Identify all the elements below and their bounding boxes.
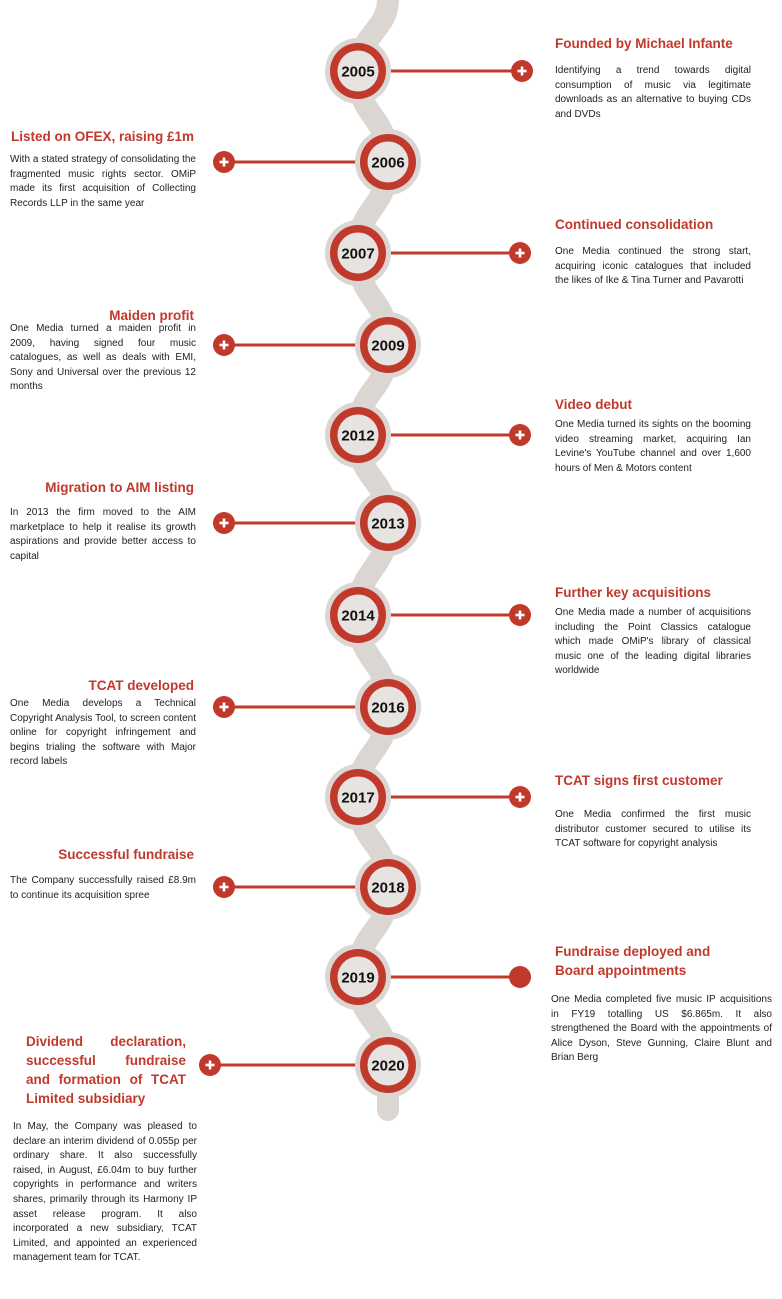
year-label: 2005: [341, 63, 375, 81]
year-badge: [355, 312, 421, 378]
year-label: 2020: [371, 1057, 405, 1075]
year-label: 2006: [371, 154, 405, 172]
event-title: Dividend declaration, successful fundraise and formation of TCAT Limited subsidiary: [26, 1034, 186, 1106]
year-label: 2018: [371, 879, 405, 897]
plus-icon: [509, 424, 531, 446]
event-description: One Media develops a Technical Copyright Analysis Tool, to screen content online for copyright infringement and begins trialing the software with Major record labels: [10, 698, 196, 768]
event-description: One Media continued the strong start, acquiring iconic catalogues that included the likes of Ike & Tina Turner and Pavarotti: [555, 246, 751, 287]
year-badge: [355, 674, 421, 740]
event-title: Founded by Michael Infante: [555, 36, 733, 51]
event-title: Continued consolidation: [555, 217, 714, 232]
year-label: 2016: [371, 699, 405, 717]
plus-icon: [213, 151, 235, 173]
plus-icon: [199, 1054, 221, 1076]
event-description: Identifying a trend towards digital consumption of music via legitimate downloads as an alternative to buying CDs and DVDs: [555, 65, 751, 120]
plus-icon: [213, 334, 235, 356]
event-title: Migration to AIM listing: [45, 480, 194, 495]
year-label: 2012: [341, 427, 375, 445]
year-label: 2014: [341, 607, 375, 625]
plus-icon: [509, 242, 531, 264]
year-label: 2013: [371, 515, 405, 533]
plus-icon: [511, 60, 533, 82]
event-description: One Media turned its sights on the booming video streaming market, acquiring Ian Levine's YouTube channel and over 1,600 hours of Men & Motors content: [555, 419, 751, 474]
year-badge: [325, 582, 391, 648]
plus-icon: [509, 786, 531, 808]
year-badge: [325, 38, 391, 104]
event-title: Listed on OFEX, raising £1m: [10, 129, 194, 144]
year-badge: [325, 764, 391, 830]
year-badge: [355, 1032, 421, 1098]
event-description: The Company successfully raised £8.9m to continue its acquisition spree: [10, 875, 196, 901]
plus-icon: [509, 604, 531, 626]
event-title: Successful fundraise: [58, 847, 194, 862]
year-badge: [355, 490, 421, 556]
year-label: 2019: [341, 969, 375, 987]
year-label: 2009: [371, 337, 405, 355]
event-title: TCAT signs first customer: [555, 773, 723, 788]
event-description: In 2013 the firm moved to the AIM marketplace to help it realise its growth aspirations and provide better access to capital: [10, 507, 196, 562]
event-title: Further key acquisitions: [555, 585, 712, 600]
end-dot: [509, 966, 531, 988]
event-title: Fundraise deployed and Board appointments: [555, 944, 711, 978]
event-description: One Media confirmed the first music distributor customer secured to utilise its TCAT software for copyright analysis: [555, 809, 751, 850]
event-description: With a stated strategy of consolidating the fragmented music rights sector. OMiP made its first acquisition of Collecting Records LLP in the same year: [10, 154, 196, 209]
event-title: TCAT developed: [88, 678, 194, 693]
plus-icon: [213, 876, 235, 898]
year-badge: [355, 129, 421, 195]
event-title: Maiden profit: [109, 308, 194, 323]
plus-icon: [213, 696, 235, 718]
year-badge: [325, 944, 391, 1010]
event-title: Video debut: [555, 397, 633, 412]
event-description: In May, the Company was pleased to declare an interim dividend of 0.055p per ordinary share. It also successfully raised, in August, £6.04m to buy further copyrights in performance and writers shares, primarily through its Harmony IP asset release program. It also incorporated a new subsidiary, TCAT Limited, and appointed an experienced management team for TCAT.: [13, 1121, 197, 1264]
event-description: One Media made a number of acquisitions including the Point Classics catalogue which made OMiP's library of classical music one of the leading digital libraries worldwide: [555, 607, 751, 677]
year-label: 2017: [341, 789, 375, 807]
event-description: One Media completed five music IP acquisitions in FY19 totalling US $6.865m. It also strengthened the Board with the appointments of Alice Dyson, Steve Gunning, Claire Blunt and Brian Berg: [551, 994, 772, 1064]
plus-icon: [213, 512, 235, 534]
year-badge: [325, 220, 391, 286]
event-description: One Media turned a maiden profit in 2009, having signed four music catalogues, as well as deals with EMI, Sony and Universal over the previous 12 months: [10, 323, 196, 393]
year-label: 2007: [341, 245, 375, 263]
year-badge: [355, 854, 421, 920]
year-badge: [325, 402, 391, 468]
